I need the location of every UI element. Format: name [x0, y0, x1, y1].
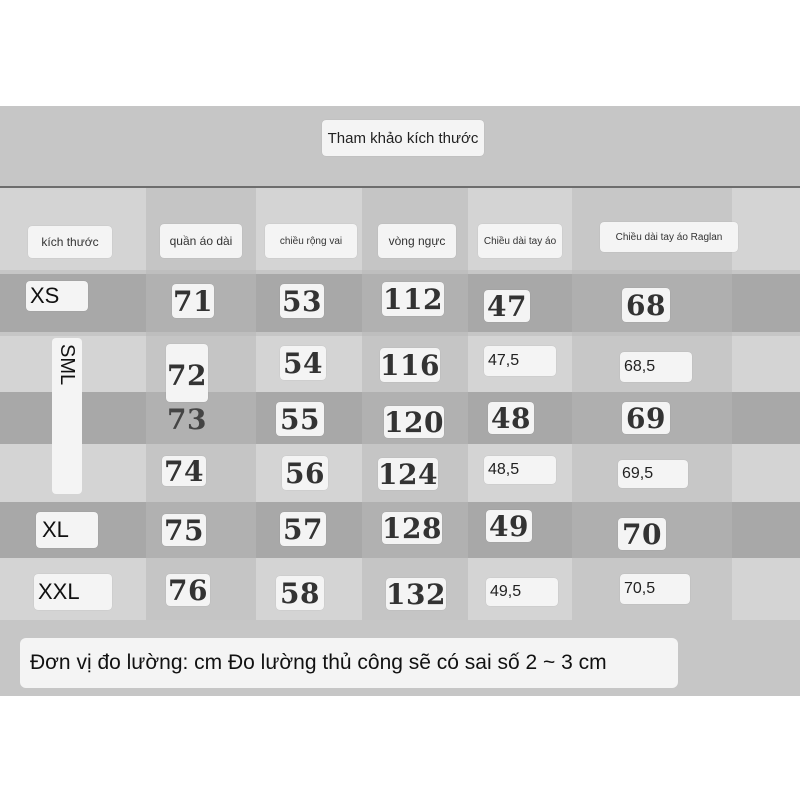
- cell-chest-2: 116: [380, 348, 440, 382]
- cell-length-2: 72: [166, 344, 208, 402]
- cell-length-5: 75: [162, 514, 206, 546]
- cell-sleeve-1: 47: [484, 290, 530, 322]
- cell-shoulder-6: 58: [276, 576, 324, 610]
- cell-raglan-6: 70,5: [620, 574, 690, 604]
- cell-length-3: 73: [167, 402, 207, 436]
- cell-shoulder-1: 53: [280, 284, 324, 318]
- size-label-xxl: XXL: [34, 574, 112, 610]
- cell-raglan-2: 68,5: [620, 352, 692, 382]
- cell-sleeve-6: 49,5: [486, 578, 558, 606]
- cell-length-4: 74: [162, 456, 206, 486]
- size-label-sml: SML: [56, 344, 78, 386]
- cell-raglan-1: 68: [622, 288, 670, 322]
- cell-chest-1: 112: [383, 282, 443, 316]
- cell-length-1: 71: [173, 284, 213, 318]
- header-raglan-sleeve-length: Chiều dài tay áo Raglan: [600, 222, 738, 252]
- cell-sleeve-4: 48,5: [484, 456, 556, 484]
- header-sleeve-length: Chiều dài tay áo: [478, 224, 562, 258]
- cell-shoulder-4: 56: [282, 456, 328, 490]
- size-label-sml-box: [52, 338, 82, 494]
- cell-sleeve-2: 47,5: [484, 346, 556, 376]
- header-pants-length: quần áo dài: [160, 224, 242, 258]
- cell-chest-6: 132: [386, 577, 446, 611]
- size-label-xl: XL: [36, 512, 98, 548]
- header-size: kích thước: [28, 226, 112, 258]
- chart-title: Tham khảo kích thước: [322, 120, 484, 156]
- size-label-xs: XS: [26, 281, 88, 311]
- cell-sleeve-5: 49: [486, 510, 532, 542]
- cell-length-6: 76: [166, 574, 210, 606]
- header-shoulder-width: chiều rộng vai: [265, 224, 357, 258]
- cell-chest-5: 128: [382, 511, 442, 545]
- cell-raglan-4: 69,5: [618, 460, 688, 488]
- cell-sleeve-3: 48: [488, 402, 534, 434]
- title-divider: [0, 186, 800, 188]
- cell-raglan-5: 70: [618, 518, 666, 550]
- cell-shoulder-3: 55: [276, 402, 324, 436]
- cell-chest-3: 120: [384, 405, 444, 439]
- measurement-note: Đơn vị đo lường: cm Đo lường thủ công sẽ có sai số 2 ~ 3 cm: [20, 638, 678, 688]
- header-chest: vòng ngực: [378, 224, 456, 258]
- cell-raglan-3: 69: [622, 402, 670, 434]
- cell-shoulder-5: 57: [280, 512, 326, 546]
- cell-chest-4: 124: [378, 457, 438, 491]
- cell-shoulder-2: 54: [280, 346, 326, 380]
